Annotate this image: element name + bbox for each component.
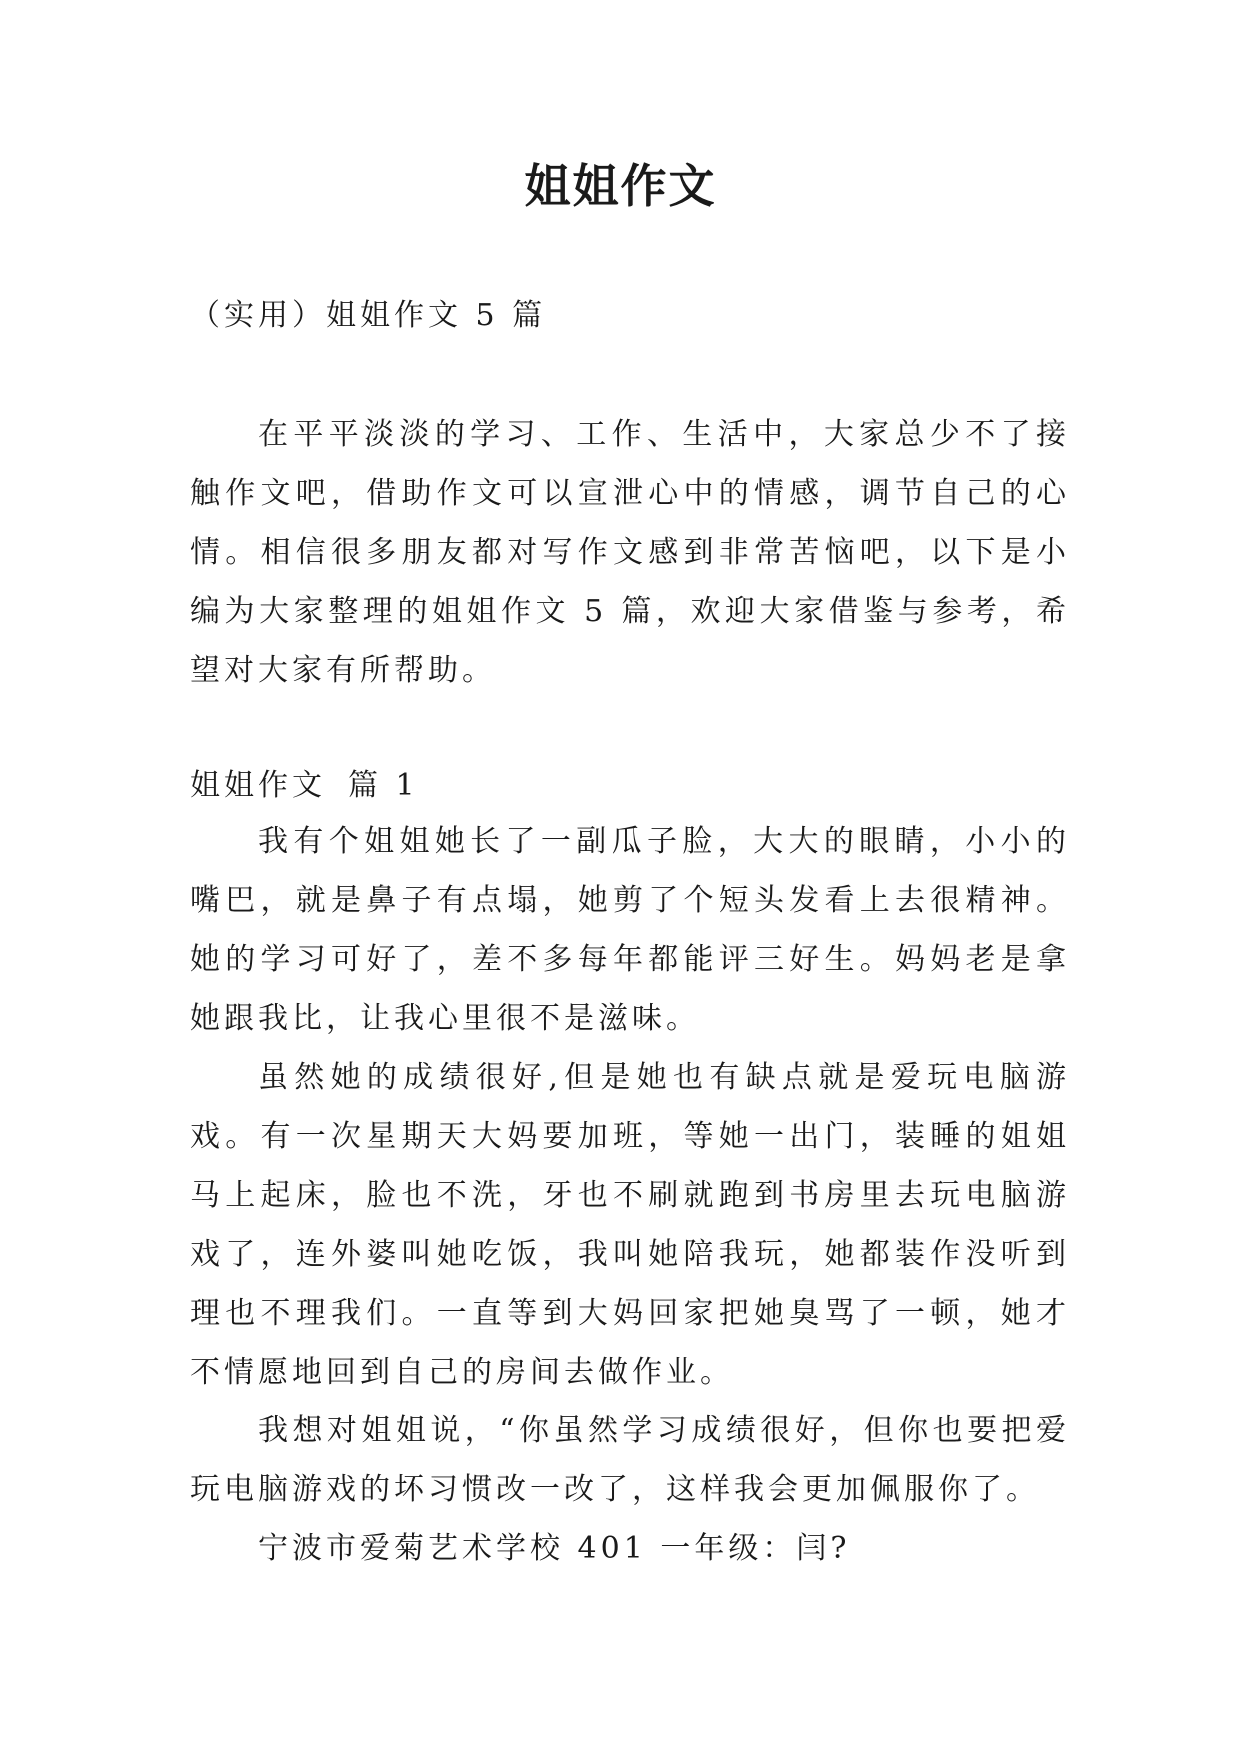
body-paragraph: 虽然她的成绩很好,但是她也有缺点就是爱玩电脑游戏。有一次星期天大妈要加班，等她一出门，装睡的姐姐马上起床，脸也不洗，牙也不刷就跑到书房里去玩电脑游戏了，连外婆叫她吃饭，我叫她陪我玩，她都装作没听到理也不理我们。一直等到大妈回家把她臭骂了一顿，她才不情愿地回到自己的房间去做作业。 (190, 1060, 1070, 1390)
author-line: 宁波市爱菊艺术学校 401 一年级：闫? (258, 1531, 851, 1566)
section-heading-title: 姐姐作文 (190, 768, 326, 803)
document-title: 姐姐作文 (524, 159, 717, 213)
intro-paragraph: 在平平淡淡的学习、工作、生活中，大家总少不了接触作文吧，借助作文可以宣泄心中的情感，调节自己的心情。相信很多朋友都对写作文感到非常苦恼吧，以下是小编为大家整理的姐姐作文 5 篇，欢迎大家借鉴与参考，希望对大家有所帮助。 (190, 417, 1070, 688)
body-paragraph: 我有个姐姐她长了一副瓜子脸，大大的眼睛，小小的嘴巴，就是鼻子有点塌，她剪了个短头发看上去很精神。她的学习可好了，差不多每年都能评三好生。妈妈老是拿她跟我比，让我心里很不是滋味。 (190, 824, 1070, 1036)
section-heading-number: 篇 1 (348, 768, 419, 803)
section-heading (190, 760, 419, 804)
body-paragraph: 我想对姐姐说，“你虽然学习成绩很好，但你也要把爱玩电脑游戏的坏习惯改一改了，这样我会更加佩服你了。 (190, 1413, 1070, 1507)
document-subtitle: （实用）姐姐作文 5 篇 (190, 298, 547, 333)
